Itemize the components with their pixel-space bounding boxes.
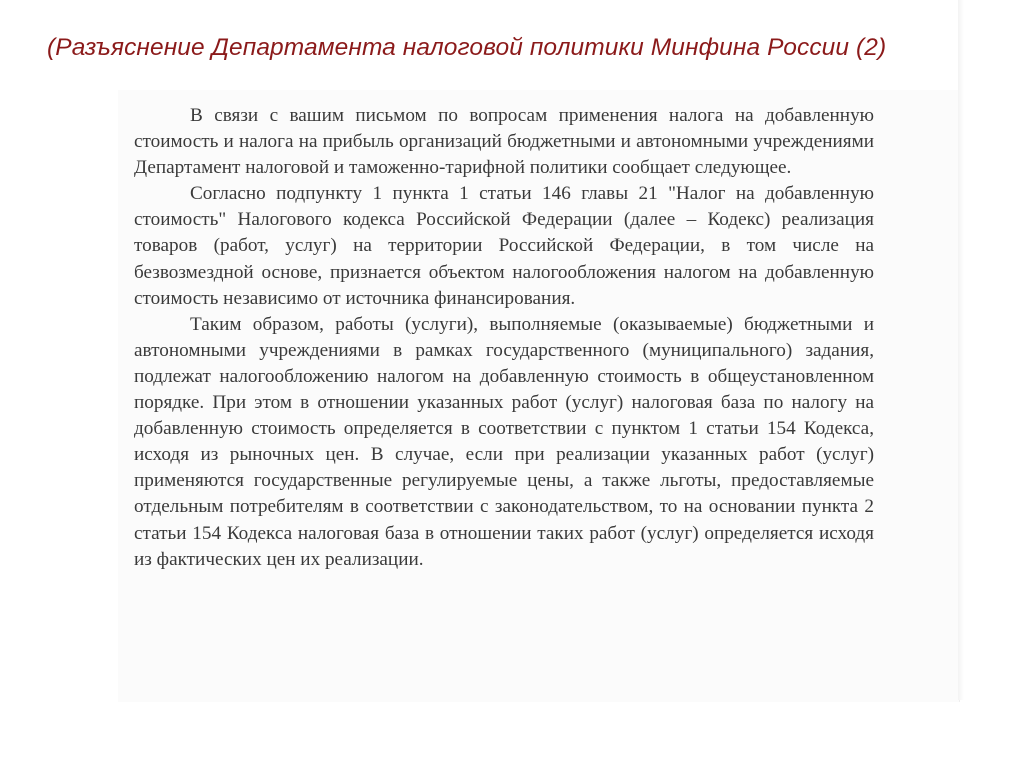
scan-edge (958, 0, 964, 700)
paragraph-3: Таким образом, работы (услуги), выполняемые (оказываемые) бюджетными и автономными учреждениями в рамках государственного (муниципального) задания, подлежат налогообложению налогом на добавленную стоимость в общеустановленном порядке. При этом в отношении указанных работ (услуг) налоговая база по налогу на добавленную стоимость определяется в соответствии с пунктом 1 статьи 154 Кодекса, исходя из рыночных цен. В случае, если при реализации указанных работ (услуг) применяются государственные регулируемые цены, а также льготы, предоставляемые отдельным потребителям в соответствии с законодательством, то на основании пункта 2 статьи 154 Кодекса налоговая база в отношении таких работ (услуг) определяется исходя из фактических цен их реализации. (134, 313, 874, 570)
paragraph-1: В связи с вашим письмом по вопросам применения налога на добавленную стоимость и налога на прибыль организаций бюджетными и автономными учреждениями Департамент налоговой и таможенно-тарифной политики сообщает следующее. (134, 105, 874, 179)
document-text (134, 103, 874, 573)
paragraph-2: Согласно подпункту 1 пункта 1 статьи 146 главы 21 "Налог на добавленную стоимость" Налогового кодекса Российской Федерации (далее – Кодекс) реализация товаров (работ, услуг) на территории Российской Федерации, в том числе на безвозмездной основе, признается объектом налогообложения налогом на добавленную стоимость независимо от источника финансирования. (134, 183, 874, 309)
slide-title: (Разъяснение Департамента налоговой политики Минфина России (2) (47, 34, 887, 61)
